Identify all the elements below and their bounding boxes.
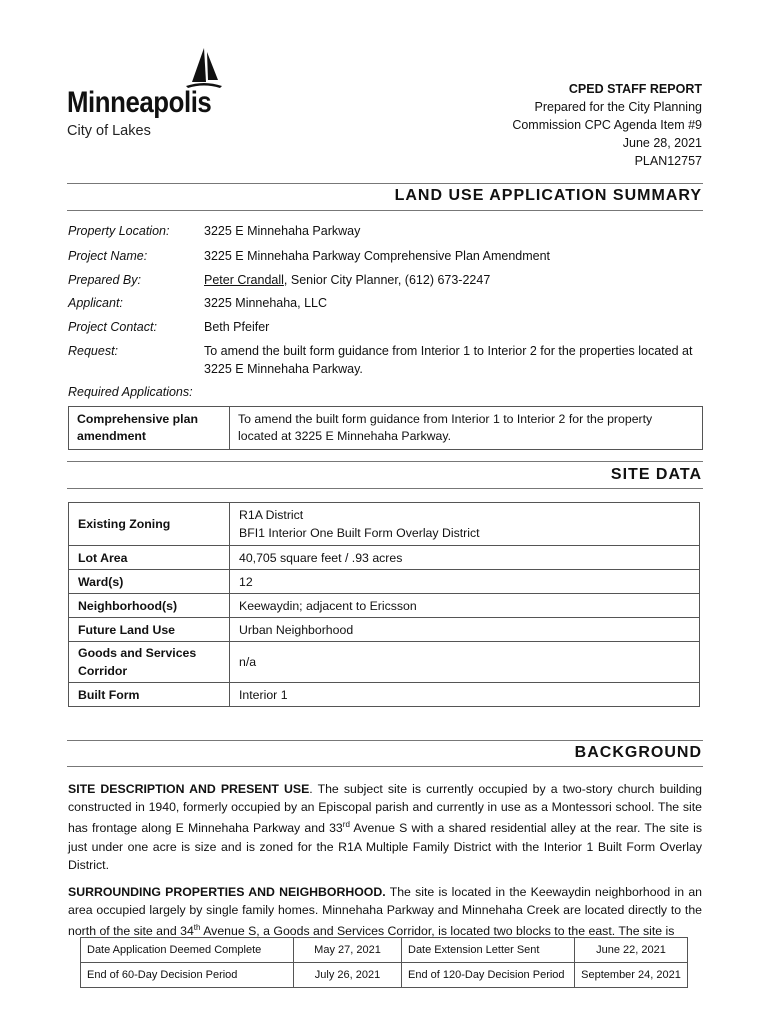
report-header <box>512 80 702 170</box>
row-key: Existing Zoning <box>69 503 230 546</box>
row-value: 12 <box>230 570 700 594</box>
dates-table <box>80 937 688 988</box>
table-row <box>69 618 700 642</box>
table-row <box>69 546 700 570</box>
header-date: June 28, 2021 <box>622 136 702 150</box>
zoning-line: R1A District <box>239 508 304 522</box>
divider <box>67 488 703 489</box>
prepared-by-label: Prepared By: <box>68 273 141 287</box>
overlay-line: BFI1 Interior One Built Form Overlay District <box>239 526 480 540</box>
property-location-label: Property Location: <box>68 224 170 238</box>
project-name-label: Project Name: <box>68 249 148 263</box>
logo-wordmark: Minneapolis <box>67 86 212 119</box>
date-label: End of 60-Day Decision Period <box>81 963 294 988</box>
row-key: Built Form <box>69 683 230 707</box>
property-location-value: 3225 E Minnehaha Parkway <box>204 224 361 238</box>
date-value: June 22, 2021 <box>575 938 688 963</box>
date-label: End of 120-Day Decision Period <box>402 963 575 988</box>
background-title: BACKGROUND <box>574 744 702 761</box>
prepared-by-value <box>204 271 704 289</box>
table-row <box>69 642 700 683</box>
project-contact-value: Beth Pfeifer <box>204 320 270 334</box>
request-value: To amend the built form guidance from Interior 1 to Interior 2 for the properties located at 3225 E Minnehaha Parkway. <box>204 344 693 376</box>
city-logo <box>67 46 227 146</box>
application-description: To amend the built form guidance from Interior 1 to Interior 2 for the property located at 3225 E Minnehaha Parkway. <box>230 407 703 450</box>
required-applications-table <box>68 406 703 450</box>
site-description-paragraph <box>68 780 702 874</box>
table-row <box>69 594 700 618</box>
application-type: Comprehensive plan amendment <box>69 407 230 450</box>
row-value <box>230 503 700 546</box>
planner-details: , Senior City Planner, (612) 673-2247 <box>283 273 491 287</box>
row-value: Keewaydin; adjacent to Ericsson <box>230 594 700 618</box>
paragraph-text: Avenue S with a shared residential alley at the rear. The site is just under one acre is size and is zoned for the R1A Multiple Family District with the Interior 1 Built Form Overlay District. <box>68 821 702 872</box>
divider <box>67 183 703 184</box>
row-key: Future Land Use <box>69 618 230 642</box>
date-label: Date Application Deemed Complete <box>81 938 294 963</box>
header-line-1: Prepared for the City Planning <box>534 100 702 114</box>
table-row <box>69 503 700 546</box>
planner-link[interactable]: Peter Crandall <box>204 273 284 287</box>
header-line-2: Commission CPC Agenda Item #9 <box>512 118 702 132</box>
site-data-table <box>68 502 700 707</box>
site-data-title: SITE DATA <box>610 466 702 483</box>
row-key: Ward(s) <box>69 570 230 594</box>
table-row <box>69 683 700 707</box>
paragraph-text: The site is located in the Keewaydin neighborhood in an area occupied largely by single family homes. Minnehaha Parkway and Minnehaha Creek are located directly to the north of the site and 34 <box>68 885 703 939</box>
ordinal-suffix: th <box>193 923 201 933</box>
request-label: Request: <box>68 344 119 358</box>
row-value: n/a <box>230 642 700 683</box>
required-applications-label: Required Applications: <box>68 385 193 399</box>
divider <box>67 740 703 741</box>
project-contact-label: Project Contact: <box>68 320 157 334</box>
divider <box>67 461 703 462</box>
table-row <box>69 570 700 594</box>
divider <box>67 210 703 211</box>
date-value: September 24, 2021 <box>575 963 688 988</box>
ordinal-suffix: rd <box>342 820 350 830</box>
date-label: Date Extension Letter Sent <box>402 938 575 963</box>
applicant-label: Applicant: <box>68 296 123 310</box>
row-value: Interior 1 <box>230 683 700 707</box>
table-row <box>81 963 688 988</box>
row-value: 40,705 square feet / .93 acres <box>230 546 700 570</box>
report-title: CPED STAFF REPORT <box>568 82 702 96</box>
paragraph-heading: SURROUNDING PROPERTIES AND NEIGHBORHOOD. <box>68 885 386 899</box>
applicant-value: 3225 Minnehaha, LLC <box>204 296 328 310</box>
row-value: Urban Neighborhood <box>230 618 700 642</box>
row-key: Lot Area <box>69 546 230 570</box>
summary-title: LAND USE APPLICATION SUMMARY <box>394 187 702 204</box>
paragraph-heading: SITE DESCRIPTION AND PRESENT USE <box>68 782 310 796</box>
row-key: Goods and Services Corridor <box>69 642 230 683</box>
row-key: Neighborhood(s) <box>69 594 230 618</box>
date-value: July 26, 2021 <box>294 963 402 988</box>
surrounding-properties-paragraph <box>68 883 702 941</box>
table-row <box>69 407 703 450</box>
header-plan-number: PLAN12757 <box>634 154 702 168</box>
date-value: May 27, 2021 <box>294 938 402 963</box>
paragraph-text: . The subject site is currently occupied by a two-story church building constructed in 1940, formerly occupied by an Episcopal parish and currently in use as a Montessori school. The site has frontage along E Minnehaha Parkway and 33 <box>68 782 702 836</box>
logo-tagline: City of Lakes <box>67 123 151 139</box>
paragraph-text: Avenue S, a Goods and Services Corridor, is located two blocks to the east. The site is <box>200 924 675 939</box>
table-row <box>81 938 688 963</box>
project-name-value: 3225 E Minnehaha Parkway Comprehensive Plan Amendment <box>204 249 551 263</box>
divider <box>67 766 703 767</box>
